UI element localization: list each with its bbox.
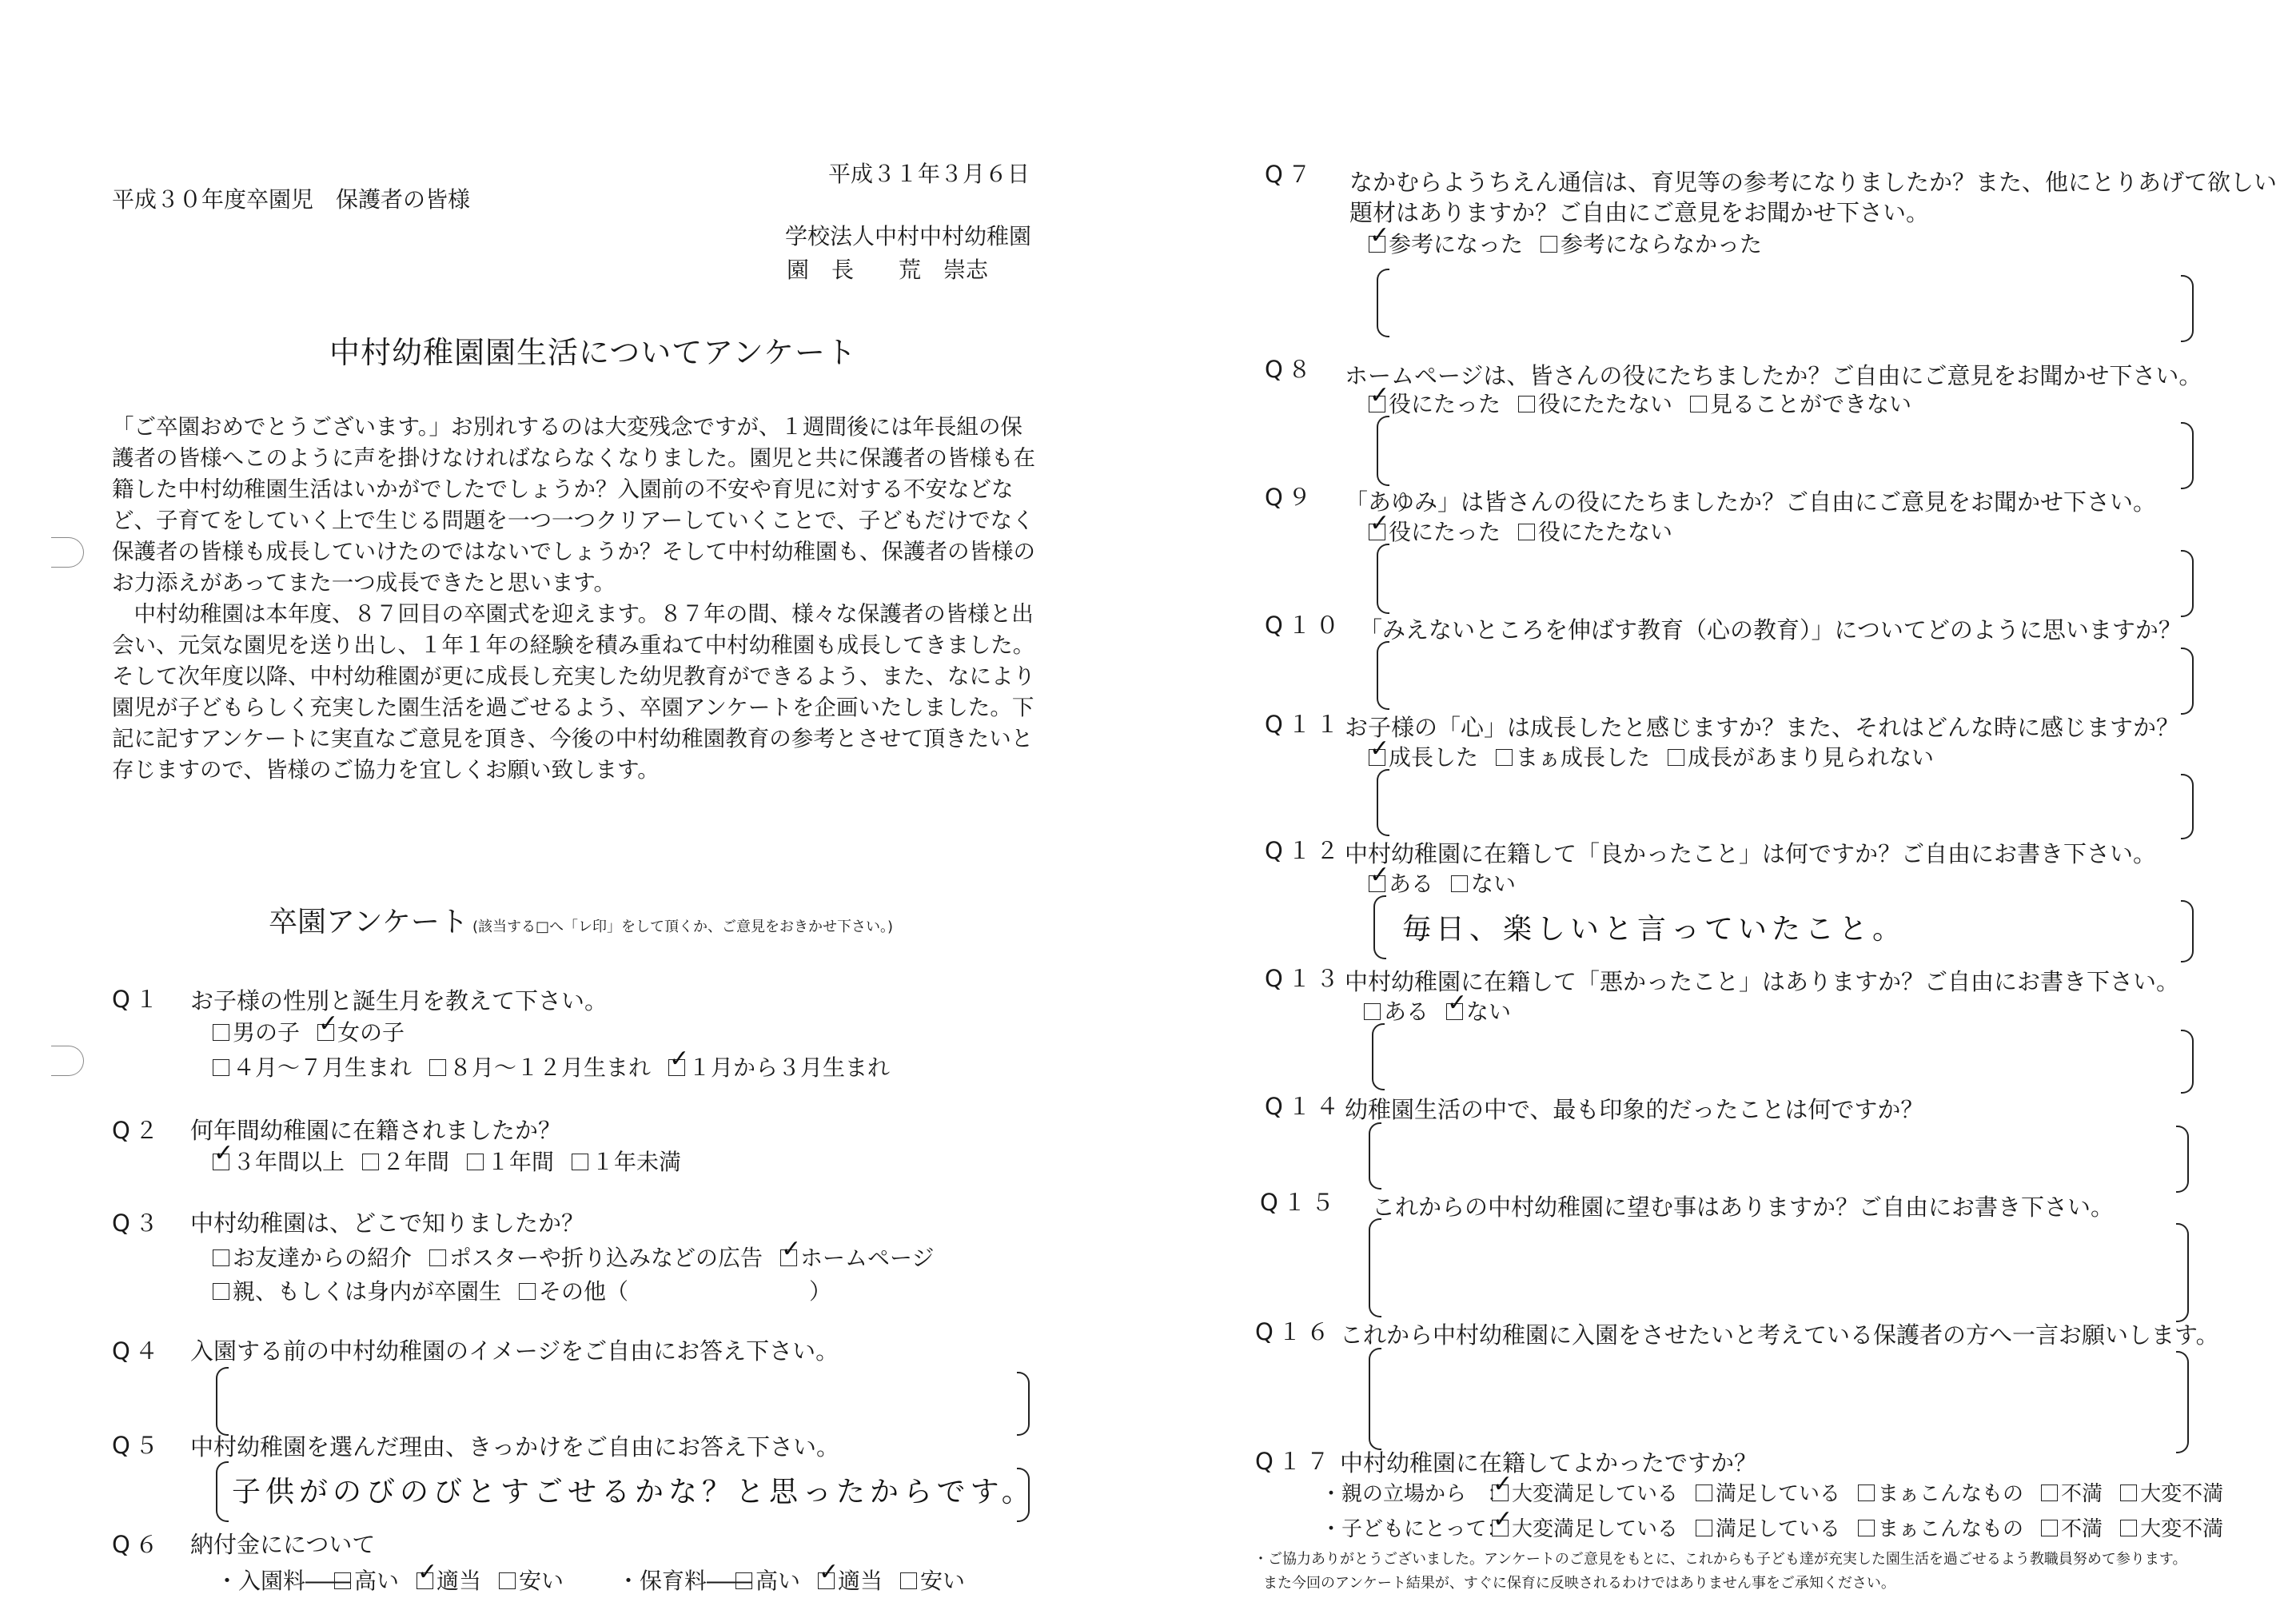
q16-text: これから中村幼稚園に入園をさせたいと考えている保護者の方へ一言お願いします。 <box>1340 1321 2219 1349</box>
q8-number: Q８ <box>1265 356 1316 383</box>
checkbox[interactable] <box>1496 749 1513 766</box>
q1-text: お子様の性別と誕生月を教えて下さい。 <box>190 987 608 1014</box>
q15-text: これからの中村幼稚園に望む事はありますか？ご自由にお書き下さい。 <box>1372 1194 2115 1221</box>
checkbox-checked[interactable] <box>417 1572 433 1589</box>
q11-number: Q１１ <box>1265 711 1344 738</box>
q6-fee2-label: ・保育料―― <box>617 1568 752 1594</box>
checkbox[interactable] <box>213 1059 229 1076</box>
intro-paragraph-1: 「ご卒園おめでとうございます。」お別れするのは大変残念ですが、１週間後には年長組の保護者の皆様へこのように声を掛けなければならなくなりました。園児と共に保護者の皆様も在籍した中村幼稚園生活はいかがでしたでしょうか？入園前の不安や育児に対する不安などなど、子育てをしていく上で生じる問題を一つ一つクリアーしていくことで、子どもだけでなく保護者の皆様も成長していけたのではないでしょうか？そして中村幼稚園も、保護者の皆様のお力添えがあってまた一つ成長できたと思います。 <box>112 414 1035 596</box>
q11-text: お子様の「心」は成長したと感じますか？また、それはどんな時に感じますか？ <box>1345 714 2180 741</box>
principal: 園 長 荒 崇志 <box>787 257 989 283</box>
q6-number: Q６ <box>112 1531 163 1558</box>
q17-parent-label: ・親の立場から ： <box>1321 1482 1509 1506</box>
checkbox-option[interactable] <box>1369 519 1501 545</box>
checkbox-label: 成長した <box>1389 744 1479 771</box>
checkbox-option[interactable] <box>1369 871 1433 897</box>
checkbox-option[interactable] <box>1496 744 1650 771</box>
checkbox[interactable] <box>362 1154 379 1170</box>
checkbox[interactable] <box>334 1572 351 1589</box>
q12-options <box>1369 867 1516 899</box>
q1-row1 <box>213 1015 405 1047</box>
q17-parent-options <box>1492 1477 2223 1507</box>
q9-answer-bracket-right[interactable] <box>2181 550 2194 617</box>
checkbox[interactable] <box>1451 875 1468 892</box>
checkbox-label: 安い <box>920 1568 966 1594</box>
q9-number: Q９ <box>1265 484 1316 511</box>
checkbox-checked[interactable] <box>668 1059 685 1076</box>
checkbox-option[interactable] <box>1858 1517 2023 1541</box>
checkbox[interactable] <box>519 1283 536 1300</box>
checkbox-option[interactable] <box>213 1245 412 1271</box>
checkbox-option[interactable] <box>213 1278 501 1305</box>
checkbox-option[interactable] <box>467 1149 554 1175</box>
q12-text: 中村幼稚園に在籍して「良かったこと」は何ですか？ご自由にお書き下さい。 <box>1345 840 2157 867</box>
checkbox-option[interactable] <box>1518 391 1672 417</box>
checkbox-option[interactable] <box>429 1245 763 1271</box>
checkbox-label: まぁこんなもの <box>1878 1517 2024 1541</box>
q15-number: Q１５ <box>1260 1189 1339 1216</box>
q16-answer-bracket-left[interactable] <box>1369 1348 1381 1450</box>
checkbox-label: 男の子 <box>233 1019 301 1046</box>
checkbox-checked[interactable] <box>818 1572 835 1589</box>
checkbox-option[interactable] <box>213 1019 300 1046</box>
checkbox-label: ポスターや折り込みなどの広告 <box>449 1245 763 1271</box>
checkbox[interactable] <box>1668 749 1684 766</box>
q5-handwritten-answer: 子供がのびのびとすごせるかな？と思ったからです。 <box>232 1476 1035 1508</box>
checkbox[interactable] <box>429 1249 446 1266</box>
checkbox-option[interactable] <box>429 1054 651 1081</box>
checkbox-option[interactable] <box>1364 998 1429 1025</box>
punch-hole-mark <box>51 1046 84 1076</box>
checkbox-option[interactable] <box>735 1568 800 1594</box>
checkbox-option[interactable] <box>1492 1482 1678 1506</box>
checkbox-label: ホームページ <box>800 1245 935 1271</box>
checkbox-checked[interactable] <box>213 1154 229 1170</box>
checkbox[interactable] <box>1518 524 1535 540</box>
checkbox-checked[interactable] <box>780 1249 797 1266</box>
checkbox-option[interactable] <box>1446 998 1511 1025</box>
q17-text: 中村幼稚園に在籍してよかったですか？ <box>1340 1449 1758 1477</box>
survey-note: (該当する□へ「レ印」をして頂くか、ご意見をおきかせ下さい。) <box>472 919 893 935</box>
q5-number: Q５ <box>112 1432 163 1459</box>
checkbox[interactable] <box>1541 236 1557 253</box>
q4-text: 入園する前の中村幼稚園のイメージをご自由にお答え下さい。 <box>190 1337 839 1365</box>
checkbox-label: 大変満足している <box>1512 1517 1679 1541</box>
checkbox-label: 適当 <box>838 1568 883 1594</box>
recipient: 平成３０年度卒園児 保護者の皆様 <box>112 186 471 213</box>
checkbox-label: １月から３月生まれ <box>688 1054 891 1081</box>
checkbox-label: 女の子 <box>337 1019 405 1046</box>
checkbox-option[interactable] <box>334 1568 399 1594</box>
checkbox-label: 満足している <box>1716 1517 1841 1541</box>
q15-answer-bracket-right[interactable] <box>2176 1223 2189 1322</box>
checkbox-checked[interactable] <box>1369 396 1385 412</box>
q8-answer-bracket-left[interactable] <box>1377 416 1389 486</box>
checkbox-option[interactable] <box>417 1568 481 1594</box>
checkbox-option[interactable] <box>213 1054 412 1081</box>
checkbox-label: 役にたたない <box>1538 391 1673 417</box>
q5-answer-bracket-right[interactable] <box>1017 1468 1030 1522</box>
checkbox[interactable] <box>1690 396 1707 412</box>
checkbox-checked[interactable] <box>1369 749 1385 766</box>
checkbox-option[interactable] <box>668 1054 890 1081</box>
checkbox-option[interactable] <box>1451 871 1516 897</box>
checkbox-label: まぁこんなもの <box>1878 1482 2024 1506</box>
q14-answer-bracket-right[interactable] <box>2176 1126 2189 1193</box>
checkbox-label: 高い <box>354 1568 400 1594</box>
checkbox-checked[interactable] <box>1446 1003 1463 1020</box>
checkbox-option[interactable] <box>2041 1482 2103 1506</box>
checkbox[interactable] <box>2041 1484 2058 1501</box>
checkbox-checked[interactable] <box>317 1024 334 1041</box>
checkbox-option[interactable] <box>519 1278 628 1305</box>
q10-number: Q１０ <box>1265 612 1344 639</box>
checkbox[interactable] <box>467 1154 484 1170</box>
checkbox[interactable] <box>429 1059 446 1076</box>
q12-answer-bracket-right[interactable] <box>2181 900 2194 962</box>
q10-text: 「みえないところを伸ばす教育（心の教育）」についてどのように思いますか？ <box>1359 616 2182 644</box>
checkbox-label: お友達からの紹介 <box>233 1245 413 1271</box>
checkbox-label: ある <box>1389 871 1434 897</box>
checkbox-label: 安い <box>519 1568 564 1594</box>
checkbox-option[interactable] <box>1541 231 1762 257</box>
q6-text: 納付金にについて <box>190 1531 376 1558</box>
checkbox-label: 参考になった <box>1389 231 1524 257</box>
q8-options <box>1369 387 1911 419</box>
checkbox-label: 大変不満 <box>2140 1517 2224 1541</box>
checkbox[interactable] <box>2120 1484 2137 1501</box>
checkbox-label: 成長があまり見られない <box>1688 744 1935 771</box>
q7-text-line1: なかむらようちえん通信は、育児等の参考になりましたか？また、他にとりあげて欲しい <box>1349 169 2278 196</box>
checkbox-option[interactable] <box>499 1568 564 1594</box>
checkbox-label: １年間 <box>487 1149 555 1175</box>
q2-number: Q２ <box>112 1117 163 1144</box>
checkbox-label: 大変不満 <box>2140 1482 2224 1506</box>
checkbox-checked[interactable] <box>1492 1520 1509 1536</box>
q17-child-options <box>1492 1512 2223 1542</box>
q11-options <box>1369 740 1934 772</box>
q8-answer-bracket-right[interactable] <box>2181 422 2194 489</box>
q7-number: Q７ <box>1265 161 1316 188</box>
checkbox-option[interactable] <box>572 1149 681 1175</box>
checkbox[interactable] <box>2120 1520 2137 1536</box>
checkbox-label: 不満 <box>2061 1482 2103 1506</box>
checkbox[interactable] <box>499 1572 516 1589</box>
q3-row1 <box>213 1241 934 1273</box>
checkbox-label: まぁ成長した <box>1516 744 1651 771</box>
checkbox-option[interactable] <box>1518 519 1672 545</box>
survey-title: 卒園アンケート <box>269 906 468 939</box>
checkbox-option[interactable] <box>1696 1482 1840 1506</box>
q14-number: Q１４ <box>1265 1093 1344 1120</box>
checkbox-label: 役にたった <box>1389 519 1501 545</box>
checkbox-label: 満足している <box>1716 1482 1841 1506</box>
q9-answer-bracket-left[interactable] <box>1377 544 1389 614</box>
checkbox[interactable] <box>572 1154 588 1170</box>
checkbox-option[interactable] <box>1690 391 1911 417</box>
checkbox-option[interactable] <box>213 1149 345 1175</box>
checkbox-label: ある <box>1384 998 1429 1025</box>
checkbox[interactable] <box>213 1283 229 1300</box>
checkbox-option[interactable] <box>1668 744 1934 771</box>
checkbox-label: ３年間以上 <box>233 1149 345 1175</box>
q15-answer-bracket-left[interactable] <box>1369 1218 1381 1317</box>
q12-answer-bracket-left[interactable] <box>1373 895 1386 959</box>
checkbox[interactable] <box>1518 396 1535 412</box>
checkbox-label: 親、もしくは身内が卒園生 <box>233 1278 502 1305</box>
survey-heading <box>269 899 893 940</box>
footer-note-1: ・ご協力ありがとうございました。アンケートのご意見をもとに、これからも子ども達が充実した園生活を過ごせるよう教職員努めて参ります。 <box>1254 1551 2187 1568</box>
q5-text: 中村幼稚園を選んだ理由、きっかけをご自由にお答え下さい。 <box>190 1433 840 1461</box>
q11-answer-bracket-right[interactable] <box>2181 774 2194 839</box>
q4-answer-bracket-right[interactable] <box>1017 1372 1030 1436</box>
checkbox-option[interactable] <box>1696 1517 1840 1541</box>
intro-text <box>112 412 1039 786</box>
checkbox-option[interactable] <box>780 1245 934 1271</box>
checkbox-label: 大変満足している <box>1512 1482 1679 1506</box>
q13-text: 中村幼稚園に在籍して「悪かったこと」はありますか？ご自由にお書き下さい。 <box>1345 968 2180 995</box>
q17-number: Q１７ <box>1255 1448 1334 1475</box>
checkbox[interactable] <box>213 1249 229 1266</box>
q3-text: 中村幼稚園は、どこで知りましたか？ <box>190 1210 585 1237</box>
q7-answer-bracket-left[interactable] <box>1377 269 1389 337</box>
checkbox-checked[interactable] <box>1369 236 1385 253</box>
q1-number: Q１ <box>112 986 163 1013</box>
checkbox-option[interactable] <box>2041 1517 2103 1541</box>
q9-text: 「あゆみ」は皆さんの役にたちましたか？ご自由にご意見をお聞かせ下さい。 <box>1345 488 2157 516</box>
checkbox-label: 高い <box>755 1568 801 1594</box>
checkbox-label: ４月～７月生まれ <box>233 1054 413 1081</box>
checkbox-label: ８月～１２月生まれ <box>449 1054 652 1081</box>
q6-fee2-options <box>735 1564 965 1596</box>
q13-options <box>1364 994 1511 1026</box>
q4-number: Q４ <box>112 1337 163 1365</box>
checkbox-option[interactable] <box>1369 231 1523 257</box>
q7-options <box>1369 227 1762 259</box>
q17-child-label: ・子どもにとって： <box>1321 1517 1508 1541</box>
checkbox-checked[interactable] <box>1369 524 1385 540</box>
checkbox[interactable] <box>213 1024 229 1041</box>
q7-text-line2: 題材はありますか？ご自由にご意見をお聞かせ下さい。 <box>1349 199 1930 226</box>
checkbox[interactable] <box>1696 1520 1712 1536</box>
intro-paragraph-2: 中村幼稚園は本年度、８７回目の卒園式を迎えます。８７年の間、様々な保護者の皆様と出会い、元気な園児を送り出し、１年１年の経験を積み重ねて中村幼稚園も成長してきました。そして次年度以降、中村幼稚園が更に成長し充実した幼児教育ができるよう、また、なにより園児が子どもらしく充実した園生活を過ごせるよう、卒園アンケートを企画いたしました。下記に記すアンケートに実直なご意見を頂き、今後の中村幼稚園教育の参考とさせて頂きたいと存じますので、皆様のご協力を宜しくお願い致します。 <box>112 601 1035 783</box>
q7-answer-bracket-right[interactable] <box>2181 275 2194 342</box>
page-title: 中村幼稚園園生活についてアンケート <box>329 335 857 370</box>
checkbox-label: 不満 <box>2061 1517 2103 1541</box>
date: 平成３１年３月６日 <box>828 161 1030 187</box>
q14-answer-bracket-left[interactable] <box>1369 1122 1381 1190</box>
punch-hole-mark <box>51 537 84 568</box>
q9-options <box>1369 515 1672 547</box>
checkbox-option[interactable] <box>1369 744 1478 771</box>
checkbox-checked[interactable] <box>1369 875 1385 892</box>
q14-text: 幼稚園生活の中で、最も印象的だったことは何ですか？ <box>1345 1096 1924 1123</box>
q12-handwritten-answer: 毎日、楽しいと言っていたこと。 <box>1402 913 1907 946</box>
q5-answer-bracket-left[interactable] <box>216 1461 229 1522</box>
checkbox-option[interactable] <box>2120 1482 2223 1506</box>
q13-number: Q１３ <box>1265 965 1344 992</box>
checkbox-option[interactable] <box>1858 1482 2023 1506</box>
footer-note-2: また今回のアンケート結果が、すぐに保育に反映されるわけではありません事をご承知ください。 <box>1263 1575 1895 1592</box>
checkbox-option[interactable] <box>317 1019 405 1046</box>
checkbox-option[interactable] <box>1369 391 1501 417</box>
q1-row2 <box>213 1050 890 1082</box>
checkbox[interactable] <box>1364 1003 1381 1020</box>
checkbox-option[interactable] <box>1492 1517 1678 1541</box>
q2-row1 <box>213 1145 681 1177</box>
checkbox[interactable] <box>900 1572 917 1589</box>
checkbox-label: 役にたった <box>1389 391 1501 417</box>
q16-answer-bracket-right[interactable] <box>2176 1351 2189 1453</box>
q13-answer-bracket-right[interactable] <box>2181 1030 2194 1094</box>
q3-number: Q３ <box>112 1210 163 1237</box>
checkbox-label: その他（ <box>539 1278 629 1305</box>
checkbox-label: 参考にならなかった <box>1561 231 1763 257</box>
checkbox-option[interactable] <box>818 1568 883 1594</box>
organization: 学校法人中村中村幼稚園 <box>785 223 1032 249</box>
q16-number: Q１６ <box>1255 1318 1334 1345</box>
q11-answer-bracket-left[interactable] <box>1377 769 1389 836</box>
checkbox[interactable] <box>735 1572 752 1589</box>
checkbox-label: ２年間 <box>382 1149 450 1175</box>
checkbox-label: ない <box>1466 998 1512 1025</box>
checkbox[interactable] <box>1858 1484 1875 1501</box>
checkbox[interactable] <box>1696 1484 1712 1501</box>
q3-close-paren: ） <box>809 1278 832 1305</box>
q8-text: ホームページは、皆さんの役にたちましたか？ご自由にご意見をお聞かせ下さい。 <box>1345 362 2202 389</box>
checkbox[interactable] <box>1858 1520 1875 1536</box>
checkbox-label: 適当 <box>436 1568 482 1594</box>
checkbox-label: 役にたたない <box>1538 519 1673 545</box>
q2-text: 何年間幼稚園に在籍されましたか？ <box>190 1117 562 1144</box>
q12-number: Q１２ <box>1265 837 1344 864</box>
q13-answer-bracket-left[interactable] <box>1372 1023 1385 1090</box>
q3-row2 <box>213 1274 628 1306</box>
q6-fee1-options <box>334 1564 564 1596</box>
q10-answer-bracket-left[interactable] <box>1377 641 1389 710</box>
checkbox-label: １年未満 <box>592 1149 682 1175</box>
checkbox-checked[interactable] <box>1492 1484 1509 1501</box>
checkbox-option[interactable] <box>2120 1517 2223 1541</box>
checkbox-label: ない <box>1471 871 1517 897</box>
checkbox-option[interactable] <box>362 1149 449 1175</box>
q10-answer-bracket-right[interactable] <box>2181 648 2194 715</box>
q6-fee1-label: ・入園料―― <box>216 1568 351 1594</box>
checkbox[interactable] <box>2041 1520 2058 1536</box>
checkbox-label: 見ることができない <box>1710 391 1912 417</box>
checkbox-option[interactable] <box>900 1568 965 1594</box>
q4-answer-bracket-left[interactable] <box>216 1367 229 1436</box>
